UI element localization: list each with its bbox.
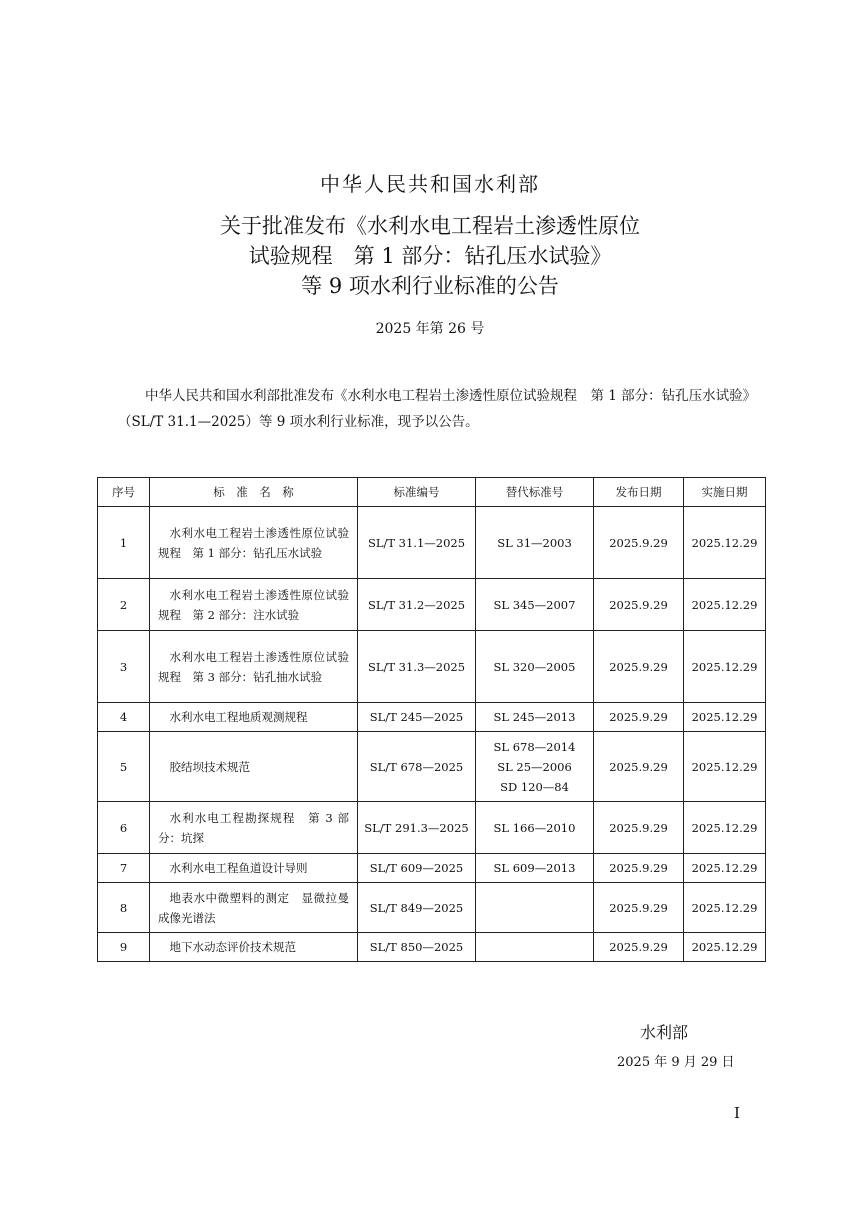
replaced-standards — [476, 579, 594, 631]
issuing-authority: 中华人民共和国水利部 — [320, 172, 540, 196]
replaced-standard-code: SL 609—2013 — [493, 861, 576, 875]
row-number: 3 — [98, 631, 150, 703]
standard-name: 地表水中微塑料的测定 显微拉曼成像光谱法 — [150, 883, 358, 933]
replaced-standard-code: SL 31—2003 — [497, 535, 572, 550]
table-body — [98, 507, 766, 962]
replaced-standard-code: SL 345—2007 — [493, 597, 576, 612]
table-row — [98, 631, 766, 703]
standard-code: SL/T 291.3—2025 — [358, 802, 476, 854]
standard-code: SL/T 850—2025 — [358, 933, 476, 962]
row-number: 4 — [98, 703, 150, 732]
standard-name: 地下水动态评价技术规范 — [150, 933, 358, 962]
replaced-standard-code: SL 245—2013 — [493, 710, 576, 724]
effective-date: 2025.12.29 — [684, 854, 766, 883]
row-number: 2 — [98, 579, 150, 631]
publish-date: 2025.9.29 — [594, 631, 684, 703]
effective-date: 2025.12.29 — [684, 933, 766, 962]
effective-date: 2025.12.29 — [684, 732, 766, 802]
standard-code: SL/T 31.2—2025 — [358, 579, 476, 631]
row-number: 9 — [98, 933, 150, 962]
signing-date: 2025 年 9 月 29 日 — [617, 1055, 735, 1070]
replaced-standards — [476, 631, 594, 703]
row-number: 8 — [98, 883, 150, 933]
table-row — [98, 732, 766, 802]
publish-date: 2025.9.29 — [594, 732, 684, 802]
table-row — [98, 933, 766, 962]
col-header-name: 标 准 名 称 — [150, 478, 358, 507]
table-row — [98, 579, 766, 631]
body-paragraph: 中华人民共和国水利部批准发布《水利水电工程岩土渗透性原位试验规程 第 1 部分：钻孔压水试验》（SL/T 31.1—2025）等 9 项水利行业标准，现予以公告。 — [118, 388, 757, 430]
replaced-standards — [476, 507, 594, 579]
publish-date: 2025.9.29 — [594, 579, 684, 631]
publish-date: 2025.9.29 — [594, 933, 684, 962]
row-number: 5 — [98, 732, 150, 802]
standard-code: SL/T 849—2025 — [358, 883, 476, 933]
effective-date: 2025.12.29 — [684, 631, 766, 703]
standard-code: SL/T 31.1—2025 — [358, 507, 476, 579]
publish-date: 2025.9.29 — [594, 507, 684, 579]
replaced-standard-code: SD 120—84 — [500, 779, 569, 794]
page-number: Ⅰ — [734, 1104, 740, 1122]
publish-date: 2025.9.29 — [594, 703, 684, 732]
standard-name: 水利水电工程鱼道设计导则 — [150, 854, 358, 883]
publish-date: 2025.9.29 — [594, 883, 684, 933]
effective-date: 2025.12.29 — [684, 802, 766, 854]
title-line-3: 等 9 项水利行业标准的公告 — [301, 274, 559, 298]
col-header-published: 发布日期 — [594, 478, 684, 507]
announcement-body — [118, 383, 768, 435]
row-number: 1 — [98, 507, 150, 579]
replaced-standards — [476, 802, 594, 854]
replaced-standard-code: SL 25—2006 — [497, 759, 572, 774]
document-number: 2025 年第 26 号 — [375, 321, 485, 337]
col-header-code: 标准编号 — [358, 478, 476, 507]
standard-name: 水利水电工程岩土渗透性原位试验规程 第 2 部分：注水试验 — [150, 579, 358, 631]
replaced-standard-code: SL 678—2014 — [493, 739, 576, 754]
standard-name: 水利水电工程勘探规程 第 3 部分：坑探 — [150, 802, 358, 854]
table-row — [98, 854, 766, 883]
replaced-standards — [476, 732, 594, 802]
effective-date: 2025.12.29 — [684, 883, 766, 933]
effective-date: 2025.12.29 — [684, 507, 766, 579]
replaced-standard-code: SL 166—2010 — [493, 820, 576, 835]
col-header-replaced: 替代标准号 — [476, 478, 594, 507]
signer: 水利部 — [640, 1023, 689, 1042]
standard-name: 水利水电工程岩土渗透性原位试验规程 第 1 部分：钻孔压水试验 — [150, 507, 358, 579]
effective-date: 2025.12.29 — [684, 703, 766, 732]
col-header-no: 序号 — [98, 478, 150, 507]
table-row — [98, 507, 766, 579]
replaced-standards — [476, 933, 594, 962]
standard-code: SL/T 245—2025 — [358, 703, 476, 732]
row-number: 7 — [98, 854, 150, 883]
table-row — [98, 883, 766, 933]
replaced-standards — [476, 854, 594, 883]
col-header-effective: 实施日期 — [684, 478, 766, 507]
publish-date: 2025.9.29 — [594, 854, 684, 883]
replaced-standards — [476, 703, 594, 732]
publish-date: 2025.9.29 — [594, 802, 684, 854]
replaced-standards — [476, 883, 594, 933]
table-row — [98, 703, 766, 732]
standard-name: 水利水电工程地质观测规程 — [150, 703, 358, 732]
standard-code: SL/T 678—2025 — [358, 732, 476, 802]
table-header-row — [98, 478, 766, 507]
title-line-1: 关于批准发布《水利水电工程岩土渗透性原位 — [220, 214, 640, 238]
standards-table — [97, 477, 766, 962]
table-row — [98, 802, 766, 854]
row-number: 6 — [98, 802, 150, 854]
effective-date: 2025.12.29 — [684, 579, 766, 631]
standard-name: 胶结坝技术规范 — [150, 732, 358, 802]
announcement-title — [0, 211, 860, 301]
replaced-standard-code: SL 320—2005 — [493, 659, 576, 674]
standard-code: SL/T 31.3—2025 — [358, 631, 476, 703]
standard-code: SL/T 609—2025 — [358, 854, 476, 883]
standard-name: 水利水电工程岩土渗透性原位试验规程 第 3 部分：钻孔抽水试验 — [150, 631, 358, 703]
title-line-2: 试验规程 第 1 部分：钻孔压水试验》 — [248, 244, 612, 268]
